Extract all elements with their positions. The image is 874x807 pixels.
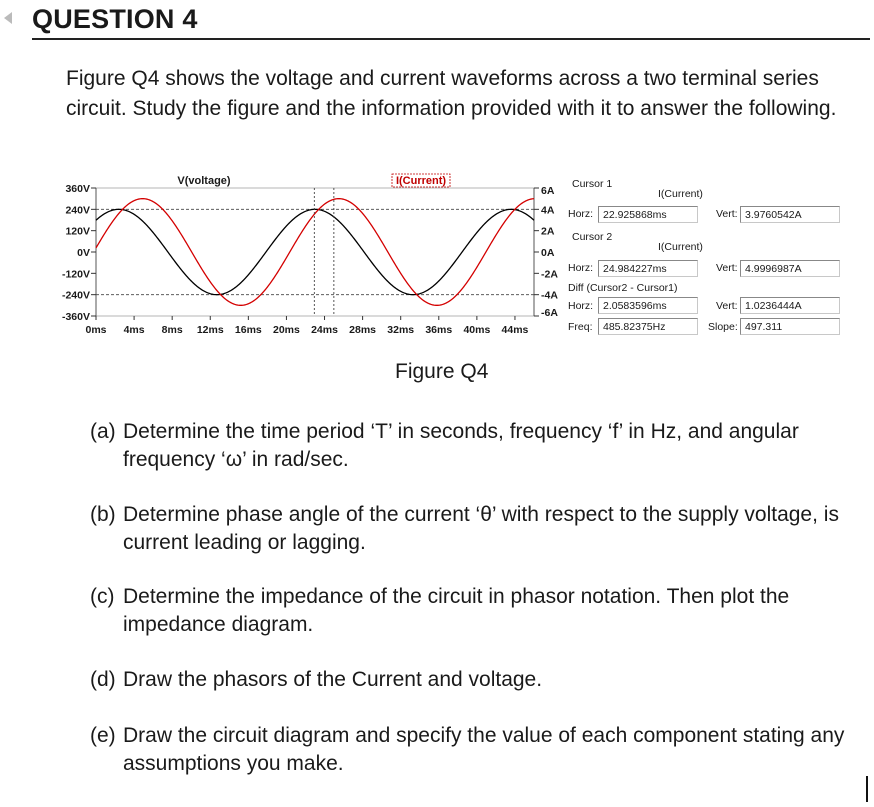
freq-field[interactable]: 485.82375Hz [598, 318, 698, 335]
part-b-label: (b) [90, 503, 116, 526]
x-tick-label: 32ms [387, 324, 415, 336]
text-cursor [866, 776, 868, 802]
cursor2-trace: I(Current) [658, 241, 703, 253]
cursor1-horz-label: Horz: [568, 208, 594, 220]
collapse-triangle-icon[interactable] [4, 12, 12, 24]
cursor2-horz-label: Horz: [568, 262, 594, 274]
left-tick-label: 360V [65, 183, 90, 195]
current-waveform [96, 199, 534, 306]
left-tick-label: 0V [77, 247, 90, 259]
x-tick-label: 4ms [123, 324, 145, 336]
left-tick-label: -240V [61, 289, 90, 302]
cursor2-vert-field[interactable]: 4.9996987A [740, 260, 840, 277]
figure-caption: Figure Q4 [395, 360, 489, 383]
x-tick-label: 24ms [311, 324, 338, 336]
right-tick-label: 6A [541, 185, 555, 197]
voltage-trace-label: V(voltage) [177, 175, 231, 187]
x-tick-label: 40ms [463, 324, 491, 336]
cursor1-horz-field[interactable]: 22.925868ms [598, 206, 698, 223]
part-c-text: Determine the impedance of the circuit in phasor notation. Then plot the impedance diagram. [123, 585, 790, 636]
part-b-text: Determine phase angle of the current ‘θ’ with respect to the supply voltage, is current leading or lagging. [123, 503, 839, 554]
part-c-label: (c) [90, 585, 115, 608]
slope-label: Slope: [708, 321, 738, 333]
cursor1-label: Cursor 1 [572, 178, 613, 190]
part-b [90, 501, 860, 561]
right-tick-label: -6A [541, 307, 558, 319]
voltage-waveform [96, 209, 534, 294]
current-trace-label: I(Current) [395, 175, 447, 187]
cursor1-vert-field[interactable]: 3.9760542A [740, 206, 840, 223]
left-tick-label: -120V [61, 268, 90, 281]
part-d-label: (d) [90, 668, 116, 691]
x-tick-label: 44ms [501, 324, 529, 336]
x-tick-label: 12ms [196, 324, 224, 336]
right-tick-label: -2A [541, 268, 558, 281]
cursor1-trace: I(Current) [658, 188, 703, 200]
freq-label: Freq: [568, 321, 593, 333]
part-d [90, 666, 860, 696]
x-tick-label: 16ms [234, 324, 262, 336]
title-underline [32, 38, 870, 40]
part-a [90, 418, 860, 478]
part-e [90, 722, 860, 782]
diff-horz-label: Horz: [568, 300, 594, 312]
cursor2-horz-field[interactable]: 24.984227ms [598, 260, 698, 277]
right-tick-label: -4A [541, 289, 558, 302]
part-c [90, 583, 860, 643]
cursor1-vert-label: Vert: [716, 208, 738, 220]
part-a-text: Determine the time period ‘T’ in seconds, frequency ‘f’ in Hz, and angular frequency ‘ω’ in rad/sec. [123, 420, 799, 471]
part-e-label: (e) [90, 724, 116, 747]
left-tick-label: 120V [65, 225, 90, 238]
part-a-label: (a) [90, 420, 116, 443]
x-tick-label: 8ms [161, 324, 183, 336]
diff-horz-field[interactable]: 2.0583596ms [598, 297, 698, 314]
cursor-panel [566, 176, 842, 340]
x-tick-label: 0ms [85, 324, 107, 336]
question-title: QUESTION 4 [32, 4, 198, 34]
x-tick-label: 20ms [273, 324, 300, 336]
right-tick-label: 4A [541, 204, 555, 217]
diff-vert-label: Vert: [716, 300, 738, 312]
x-tick-label: 36ms [425, 324, 453, 336]
intro-paragraph: Figure Q4 shows the voltage and current waveforms across a two terminal series circuit. Study the figure and the information provided with it to answer the following. [66, 67, 837, 120]
right-tick-label: 2A [541, 225, 555, 238]
part-e-text: Draw the circuit diagram and specify the value of each component stating any assumptions you make. [123, 724, 845, 775]
left-tick-label: -360V [61, 311, 90, 323]
diff-vert-field[interactable]: 1.0236444A [740, 297, 840, 314]
question-header [0, 0, 874, 40]
cursor2-vert-label: Vert: [716, 262, 738, 274]
diff-label: Diff (Cursor2 - Cursor1) [568, 282, 678, 294]
right-tick-label: 0A [541, 247, 555, 259]
cursor2-label: Cursor 2 [572, 231, 613, 243]
plot-frame [96, 188, 534, 316]
slope-field[interactable]: 497.311 [740, 318, 840, 335]
part-d-text: Draw the phasors of the Current and voltage. [123, 668, 543, 691]
x-tick-label: 28ms [349, 324, 377, 336]
left-tick-label: 240V [65, 204, 90, 217]
